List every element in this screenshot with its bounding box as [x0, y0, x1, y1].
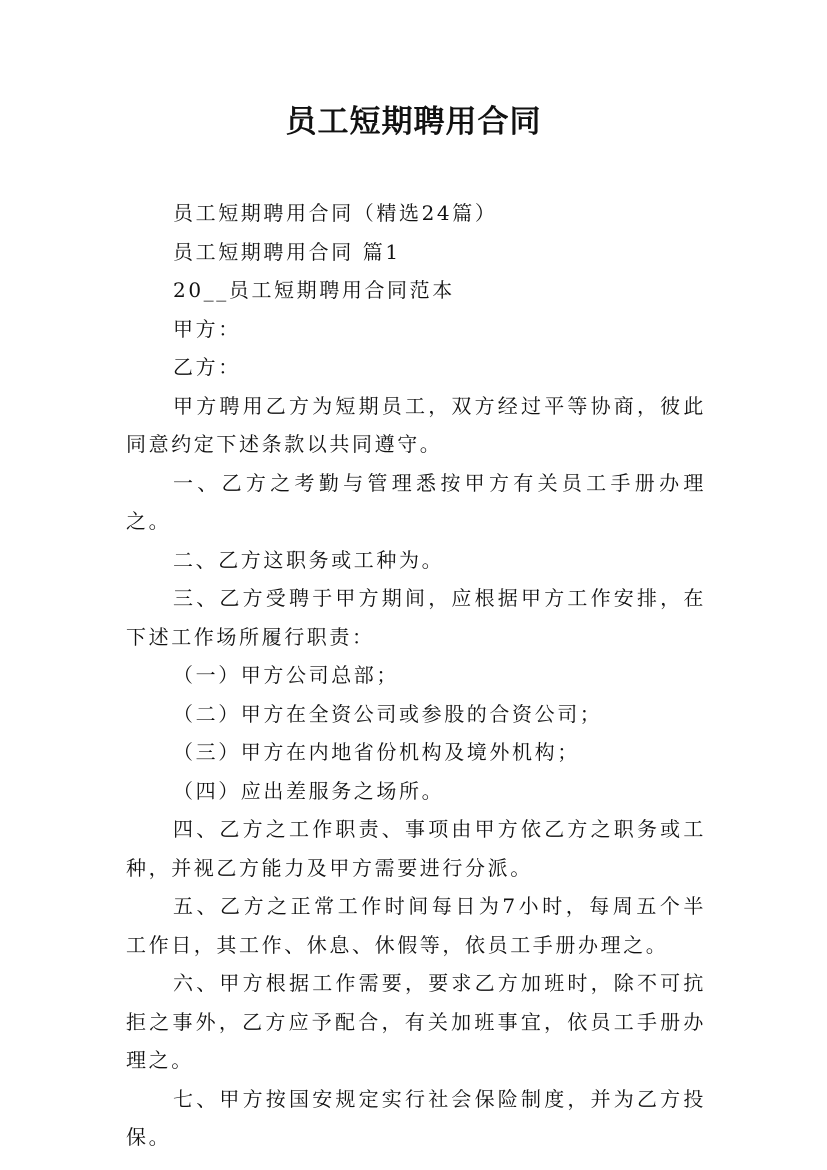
paragraph-clause-2: 二、乙方这职务或工种为。 — [173, 547, 445, 572]
paragraph-party-a: 甲方： — [173, 316, 241, 341]
paragraph-clause-3: 三、乙方受聘于甲方期间，应根据甲方工作安排，在下述工作场所履行职责： — [126, 586, 706, 649]
paragraph-clause-3-item-2: （二）甲方在全资公司或参股的合资公司； — [173, 701, 603, 726]
paragraph-preamble: 甲方聘用乙方为短期员工，双方经过平等协商，彼此同意约定下述条款以共同遵守。 — [126, 393, 706, 456]
paragraph-clause-3-item-3: （三）甲方在内地省份机构及境外机构； — [173, 740, 580, 764]
paragraph-clause-1: 一、乙方之考勤与管理悉按甲方有关员工手册办理之。 — [126, 470, 706, 533]
paragraph-clause-6: 六、甲方根据工作需要，要求乙方加班时，除不可抗拒之事外，乙方应予配合，有关加班事宜，依员工手册办理之。 — [126, 971, 706, 1072]
paragraph-subtitle: 员工短期聘用合同（精选24篇） — [173, 201, 498, 225]
paragraph-clause-3-item-4: （四）应出差服务之场所。 — [173, 778, 445, 803]
paragraph-clause-7: 七、甲方按国安规定实行社会保险制度，并为乙方投保。 — [126, 1086, 706, 1149]
paragraph-clause-3-item-1: （一）甲方公司总部； — [173, 663, 399, 687]
document-title: 员工短期聘用合同 — [285, 104, 542, 140]
paragraph-template-title: 20__员工短期聘用合同范本 — [173, 278, 455, 302]
paragraph-party-b: 乙方： — [173, 355, 241, 379]
document-body — [126, 194, 706, 1157]
paragraph-clause-4: 四、乙方之工作职责、事项由甲方依乙方之职务或工种，并视乙方能力及甲方需要进行分派。 — [126, 817, 706, 880]
paragraph-clause-5: 五、乙方之正常工作时间每日为7小时，每周五个半工作日，其工作、休息、休假等，依员工手册办理之。 — [126, 894, 706, 957]
paragraph-section-heading: 员工短期聘用合同 篇1 — [173, 239, 401, 264]
